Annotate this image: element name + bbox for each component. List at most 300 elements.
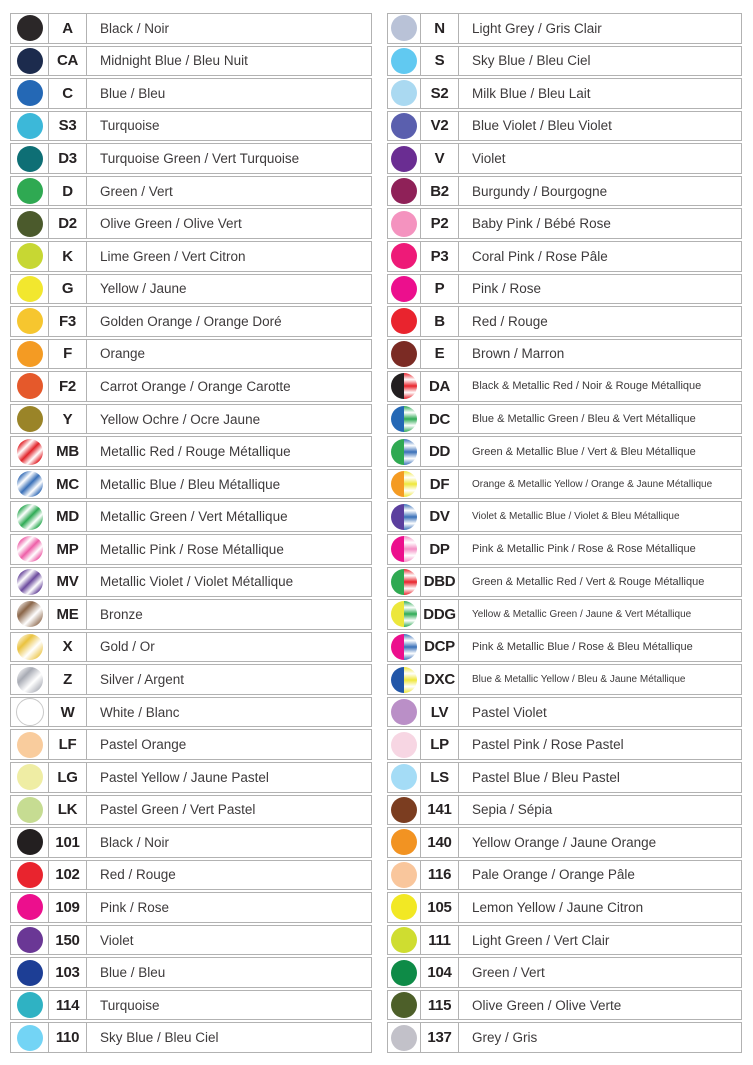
- swatch-cell: [11, 861, 49, 890]
- color-swatch: [391, 862, 417, 888]
- color-code: DC: [421, 405, 459, 434]
- swatch-cell: [11, 47, 49, 76]
- color-name: Green / Vert: [472, 965, 545, 981]
- swatch-cell: [11, 958, 49, 987]
- color-code: Y: [49, 405, 87, 434]
- color-swatch: [391, 927, 417, 953]
- color-name: Green / Vert: [100, 183, 173, 199]
- swatch-cell: [388, 828, 421, 857]
- color-code: F: [49, 340, 87, 369]
- swatch-cell: [11, 242, 49, 271]
- table-row: [387, 534, 742, 565]
- color-name: Burgundy / Bourgogne: [472, 183, 608, 199]
- table-row: [387, 241, 742, 272]
- color-swatch: [17, 113, 43, 139]
- color-swatch: [391, 373, 417, 399]
- color-name: Gold / Or: [100, 639, 155, 655]
- swatch-cell: [388, 275, 421, 304]
- swatch-cell: [388, 112, 421, 141]
- table-row: [10, 925, 372, 956]
- color-name: Turquoise: [100, 997, 160, 1013]
- table-row: [10, 762, 372, 793]
- color-name: Sepia / Sépia: [472, 802, 553, 818]
- color-swatch: [391, 960, 417, 986]
- color-name: Bronze: [100, 606, 143, 622]
- table-row: [387, 436, 742, 467]
- table-row: [387, 762, 742, 793]
- color-swatch: [391, 471, 417, 497]
- color-name: Midnight Blue / Bleu Nuit: [100, 53, 248, 69]
- table-row: [10, 501, 372, 532]
- color-code: LG: [49, 763, 87, 792]
- color-swatch: [391, 829, 417, 855]
- table-row: [10, 534, 372, 565]
- color-swatch: [17, 471, 43, 497]
- swatch-cell: [388, 47, 421, 76]
- color-name: White / Blanc: [100, 704, 180, 720]
- color-swatch: [17, 439, 43, 465]
- color-name: Violet: [100, 932, 134, 948]
- color-code: D3: [49, 144, 87, 173]
- color-code: 141: [421, 796, 459, 825]
- color-swatch: [17, 80, 43, 106]
- color-name: Yellow & Metallic Green / Jaune & Vert Métallique: [472, 608, 692, 620]
- swatch-cell: [388, 177, 421, 206]
- color-swatch: [17, 373, 43, 399]
- swatch-cell: [11, 568, 49, 597]
- color-code: X: [49, 633, 87, 662]
- swatch-cell: [388, 242, 421, 271]
- color-swatch: [17, 601, 43, 627]
- color-name: Turquoise Green / Vert Turquoise: [100, 151, 300, 167]
- color-swatch: [391, 894, 417, 920]
- swatch-cell: [388, 79, 421, 108]
- table-row: [387, 501, 742, 532]
- color-name: Pink / Rose: [472, 281, 542, 297]
- swatch-cell: [11, 405, 49, 434]
- color-swatch: [391, 243, 417, 269]
- color-name: Sky Blue / Bleu Ciel: [100, 1030, 219, 1046]
- color-code: 101: [49, 828, 87, 857]
- table-row: [10, 957, 372, 988]
- color-name: Silver / Argent: [100, 672, 185, 688]
- swatch-cell: [11, 991, 49, 1020]
- color-code: W: [49, 698, 87, 727]
- table-row: [10, 567, 372, 598]
- color-code: MP: [49, 535, 87, 564]
- table-row: [387, 1022, 742, 1053]
- swatch-cell: [388, 796, 421, 825]
- color-swatch: [391, 48, 417, 74]
- table-row: [387, 143, 742, 174]
- table-row: [10, 664, 372, 695]
- swatch-cell: [388, 665, 421, 694]
- table-row: [387, 795, 742, 826]
- color-code: S: [421, 47, 459, 76]
- color-code: 116: [421, 861, 459, 890]
- color-swatch: [17, 406, 43, 432]
- table-row: [387, 827, 742, 858]
- table-row: [10, 176, 372, 207]
- color-swatch: [391, 341, 417, 367]
- color-swatch: [17, 276, 43, 302]
- color-name: Pastel Green / Vert Pastel: [100, 802, 256, 818]
- color-code: V2: [421, 112, 459, 141]
- color-name: Pastel Violet: [472, 704, 547, 720]
- swatch-cell: [11, 14, 49, 43]
- color-code: DDG: [421, 600, 459, 629]
- color-name: Blue / Bleu: [100, 965, 166, 981]
- color-code: 103: [49, 958, 87, 987]
- swatch-cell: [388, 372, 421, 401]
- swatch-cell: [388, 600, 421, 629]
- swatch-cell: [388, 502, 421, 531]
- table-row: [10, 339, 372, 370]
- table-row: [387, 664, 742, 695]
- color-code: DV: [421, 502, 459, 531]
- color-name: Light Grey / Gris Clair: [472, 20, 602, 36]
- color-name: Orange & Metallic Yellow / Orange & Jaune Métallique: [472, 478, 713, 490]
- color-swatch: [17, 48, 43, 74]
- table-row: [10, 827, 372, 858]
- color-name: Grey / Gris: [472, 1030, 538, 1046]
- swatch-cell: [388, 307, 421, 336]
- color-name: Pale Orange / Orange Pâle: [472, 867, 635, 883]
- color-code: P3: [421, 242, 459, 271]
- color-code: ME: [49, 600, 87, 629]
- swatch-cell: [11, 1023, 49, 1052]
- table-row: [387, 208, 742, 239]
- color-code: 137: [421, 1023, 459, 1052]
- color-name: Brown / Marron: [472, 346, 565, 362]
- color-swatch: [17, 797, 43, 823]
- swatch-cell: [11, 79, 49, 108]
- swatch-cell: [11, 470, 49, 499]
- color-code: D2: [49, 209, 87, 238]
- color-code: A: [49, 14, 87, 43]
- table-row: [387, 697, 742, 728]
- color-name: Lime Green / Vert Citron: [100, 248, 246, 264]
- color-swatch: [17, 764, 43, 790]
- color-swatch: [391, 211, 417, 237]
- swatch-cell: [388, 763, 421, 792]
- color-swatch: [391, 699, 417, 725]
- swatch-cell: [388, 209, 421, 238]
- color-name: Red / Rouge: [472, 313, 548, 329]
- color-code: DXC: [421, 665, 459, 694]
- color-name: Pastel Yellow / Jaune Pastel: [100, 769, 269, 785]
- table-row: [10, 892, 372, 923]
- color-code: DCP: [421, 633, 459, 662]
- color-swatch: [391, 764, 417, 790]
- table-row: [387, 892, 742, 923]
- table-row: [10, 860, 372, 891]
- table-row: [10, 1022, 372, 1053]
- color-swatch: [17, 1025, 43, 1051]
- color-swatch: [17, 862, 43, 888]
- table-row: [387, 78, 742, 109]
- color-code: LP: [421, 730, 459, 759]
- color-code: 105: [421, 893, 459, 922]
- table-row: [387, 469, 742, 500]
- color-swatch: [17, 504, 43, 530]
- table-row: [10, 274, 372, 305]
- color-name: Red / Rouge: [100, 867, 176, 883]
- swatch-cell: [388, 991, 421, 1020]
- swatch-cell: [11, 275, 49, 304]
- swatch-cell: [388, 405, 421, 434]
- color-name: Metallic Violet / Violet Métallique: [100, 574, 294, 590]
- table-row: [387, 13, 742, 44]
- table-row: [387, 860, 742, 891]
- color-name: Carrot Orange / Orange Carotte: [100, 378, 291, 394]
- color-code: B2: [421, 177, 459, 206]
- color-code: 115: [421, 991, 459, 1020]
- swatch-cell: [388, 340, 421, 369]
- table-row: [10, 632, 372, 663]
- color-name: Pastel Orange: [100, 737, 187, 753]
- swatch-cell: [11, 307, 49, 336]
- table-row: [10, 208, 372, 239]
- swatch-cell: [11, 633, 49, 662]
- table-row: [10, 306, 372, 337]
- color-code: P: [421, 275, 459, 304]
- color-code: F3: [49, 307, 87, 336]
- color-code: F2: [49, 372, 87, 401]
- color-name: Pink & Metallic Blue / Rose & Bleu Métallique: [472, 640, 693, 653]
- color-code: K: [49, 242, 87, 271]
- color-swatch: [391, 1025, 417, 1051]
- color-name: Pastel Blue / Bleu Pastel: [472, 769, 620, 785]
- color-swatch: [391, 601, 417, 627]
- color-code: MV: [49, 568, 87, 597]
- color-code: MD: [49, 502, 87, 531]
- table-row: [387, 599, 742, 630]
- color-swatch: [17, 569, 43, 595]
- color-swatch: [17, 634, 43, 660]
- color-swatch: [391, 634, 417, 660]
- table-row: [10, 599, 372, 630]
- swatch-cell: [11, 763, 49, 792]
- color-swatch: [391, 536, 417, 562]
- swatch-cell: [388, 893, 421, 922]
- color-swatch: [391, 992, 417, 1018]
- color-code: 150: [49, 926, 87, 955]
- color-code: 109: [49, 893, 87, 922]
- swatch-cell: [11, 177, 49, 206]
- color-name: Baby Pink / Bébé Rose: [472, 216, 611, 232]
- color-name: Metallic Red / Rouge Métallique: [100, 444, 291, 460]
- color-swatch: [17, 667, 43, 693]
- color-name: Pink & Metallic Pink / Rose & Rose Métallique: [472, 543, 696, 556]
- color-swatch: [17, 927, 43, 953]
- color-code: 110: [49, 1023, 87, 1052]
- color-swatch: [391, 406, 417, 432]
- color-swatch: [17, 536, 43, 562]
- swatch-cell: [388, 144, 421, 173]
- color-name: Blue Violet / Bleu Violet: [472, 118, 612, 134]
- color-swatch: [391, 146, 417, 172]
- swatch-cell: [11, 502, 49, 531]
- swatch-cell: [11, 209, 49, 238]
- color-code: 114: [49, 991, 87, 1020]
- color-name: Lemon Yellow / Jaune Citron: [472, 899, 644, 915]
- color-code: S2: [421, 79, 459, 108]
- table-row: [387, 339, 742, 370]
- color-swatch: [17, 15, 43, 41]
- color-name: Pastel Pink / Rose Pastel: [472, 737, 624, 753]
- table-row: [387, 957, 742, 988]
- color-swatch: [17, 829, 43, 855]
- table-row: [387, 567, 742, 598]
- color-code: 102: [49, 861, 87, 890]
- color-name: Golden Orange / Orange Doré: [100, 313, 282, 329]
- table-row: [10, 697, 372, 728]
- color-name: Violet & Metallic Blue / Violet & Bleu Métallique: [472, 511, 680, 523]
- swatch-cell: [388, 926, 421, 955]
- table-row: [10, 13, 372, 44]
- color-code: LF: [49, 730, 87, 759]
- color-swatch: [391, 308, 417, 334]
- swatch-cell: [11, 698, 49, 727]
- swatch-cell: [11, 796, 49, 825]
- swatch-cell: [388, 470, 421, 499]
- color-name: Green & Metallic Red / Vert & Rouge Métallique: [472, 575, 705, 588]
- color-name: Light Green / Vert Clair: [472, 932, 610, 948]
- swatch-cell: [388, 1023, 421, 1052]
- color-name: Milk Blue / Bleu Lait: [472, 85, 591, 101]
- table-row: [10, 371, 372, 402]
- color-swatch: [16, 698, 44, 726]
- swatch-cell: [388, 568, 421, 597]
- swatch-cell: [388, 535, 421, 564]
- color-code: 104: [421, 958, 459, 987]
- color-name: Black / Noir: [100, 834, 170, 850]
- swatch-cell: [11, 372, 49, 401]
- color-swatch: [17, 146, 43, 172]
- table-row: [10, 111, 372, 142]
- color-name: Metallic Blue / Bleu Métallique: [100, 476, 281, 492]
- color-swatch: [17, 960, 43, 986]
- color-swatch: [391, 113, 417, 139]
- swatch-cell: [388, 730, 421, 759]
- color-code: DF: [421, 470, 459, 499]
- color-code: CA: [49, 47, 87, 76]
- swatch-cell: [388, 633, 421, 662]
- color-name: Coral Pink / Rose Pâle: [472, 248, 608, 264]
- swatch-cell: [11, 665, 49, 694]
- table-row: [387, 925, 742, 956]
- table-row: [10, 404, 372, 435]
- color-name: Metallic Pink / Rose Métallique: [100, 541, 284, 557]
- swatch-cell: [11, 112, 49, 141]
- color-code: 111: [421, 926, 459, 955]
- swatch-cell: [11, 893, 49, 922]
- color-table-right: [387, 13, 742, 1053]
- swatch-cell: [388, 14, 421, 43]
- color-swatch: [17, 992, 43, 1018]
- color-name: Black & Metallic Red / Noir & Rouge Métallique: [472, 380, 702, 393]
- color-name: Pink / Rose: [100, 899, 170, 915]
- color-name: Turquoise: [100, 118, 160, 134]
- color-code: LS: [421, 763, 459, 792]
- color-name: Blue / Bleu: [100, 85, 166, 101]
- color-swatch: [17, 894, 43, 920]
- color-swatch: [391, 178, 417, 204]
- color-code: B: [421, 307, 459, 336]
- color-code: G: [49, 275, 87, 304]
- color-code: N: [421, 14, 459, 43]
- table-row: [10, 469, 372, 500]
- color-swatch: [17, 243, 43, 269]
- swatch-cell: [11, 340, 49, 369]
- swatch-cell: [11, 926, 49, 955]
- color-code: DP: [421, 535, 459, 564]
- color-code: D: [49, 177, 87, 206]
- color-code: Z: [49, 665, 87, 694]
- color-code: DD: [421, 437, 459, 466]
- color-swatch: [17, 211, 43, 237]
- color-name: Metallic Green / Vert Métallique: [100, 509, 288, 525]
- table-row: [387, 111, 742, 142]
- color-swatch: [391, 667, 417, 693]
- color-name: Yellow Orange / Jaune Orange: [472, 834, 657, 850]
- color-table-left: [10, 13, 372, 1053]
- color-name: Blue & Metallic Green / Bleu & Vert Métallique: [472, 413, 696, 426]
- table-row: [10, 795, 372, 826]
- color-code: 140: [421, 828, 459, 857]
- color-swatch: [391, 569, 417, 595]
- color-name: Orange: [100, 346, 146, 362]
- table-row: [387, 990, 742, 1021]
- color-swatch: [17, 341, 43, 367]
- table-row: [387, 176, 742, 207]
- swatch-cell: [11, 730, 49, 759]
- color-name: Olive Green / Olive Verte: [472, 997, 622, 1013]
- table-row: [387, 46, 742, 77]
- color-swatch: [391, 504, 417, 530]
- color-swatch: [391, 276, 417, 302]
- color-name: Black / Noir: [100, 20, 170, 36]
- swatch-cell: [388, 861, 421, 890]
- color-swatch: [17, 732, 43, 758]
- color-code: LV: [421, 698, 459, 727]
- table-row: [10, 46, 372, 77]
- color-code: C: [49, 79, 87, 108]
- color-swatch: [391, 732, 417, 758]
- color-code: MC: [49, 470, 87, 499]
- color-name: Yellow Ochre / Ocre Jaune: [100, 411, 261, 427]
- table-row: [10, 78, 372, 109]
- color-name: Blue & Metallic Yellow / Bleu & Jaune Métallique: [472, 674, 686, 686]
- color-name: Yellow / Jaune: [100, 281, 187, 297]
- swatch-cell: [388, 958, 421, 987]
- color-name: Green & Metallic Blue / Vert & Bleu Métallique: [472, 445, 696, 458]
- color-code: DA: [421, 372, 459, 401]
- table-row: [10, 990, 372, 1021]
- color-name: Sky Blue / Bleu Ciel: [472, 53, 591, 69]
- color-code: E: [421, 340, 459, 369]
- color-swatch: [391, 15, 417, 41]
- table-row: [387, 632, 742, 663]
- swatch-cell: [11, 144, 49, 173]
- color-code: P2: [421, 209, 459, 238]
- color-swatch: [391, 439, 417, 465]
- color-name: Olive Green / Olive Vert: [100, 216, 242, 232]
- table-row: [10, 436, 372, 467]
- color-swatch: [17, 308, 43, 334]
- color-swatch: [391, 797, 417, 823]
